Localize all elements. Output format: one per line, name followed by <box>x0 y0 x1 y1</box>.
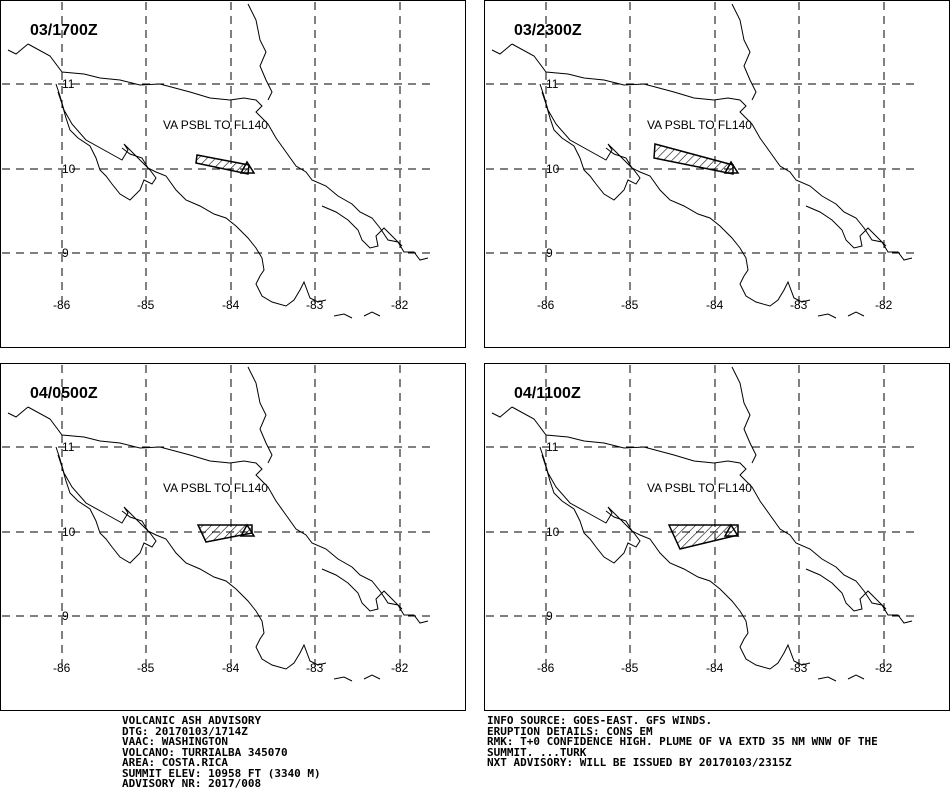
coastline <box>56 84 156 200</box>
coastline <box>818 312 864 318</box>
coastline <box>540 84 640 200</box>
coastline <box>334 312 380 318</box>
coastline <box>806 206 886 248</box>
ash-plume-polygon <box>669 525 738 549</box>
forecast-time-label: 03/1700Z <box>30 22 98 39</box>
advisory-line: NXT ADVISORY: WILL BE ISSUED BY 20170103/2315Z <box>487 756 792 769</box>
coastline <box>512 407 912 623</box>
latitude-label: 9 <box>62 246 69 260</box>
longitude-label: -83 <box>306 298 324 312</box>
coastline <box>732 4 756 100</box>
plume-annotation: VA PSBL TO FL140 <box>163 481 268 495</box>
longitude-label: -83 <box>790 661 808 675</box>
latitude-label: 11 <box>546 440 559 454</box>
latitude-label: 9 <box>546 246 553 260</box>
longitude-label: -84 <box>222 298 240 312</box>
coastline <box>818 675 864 681</box>
coastline <box>248 367 272 463</box>
latitude-label: 9 <box>546 609 553 623</box>
longitude-label: -83 <box>306 661 324 675</box>
advisory-line: VOLCANIC ASH ADVISORY <box>122 714 262 727</box>
longitude-label: -84 <box>222 661 240 675</box>
coastline <box>248 4 272 100</box>
coastline <box>322 569 402 611</box>
ash-plume-polygon <box>196 155 249 174</box>
latitude-label: 11 <box>62 440 75 454</box>
advisory-line: VAAC: WASHINGTON <box>122 735 228 748</box>
coastline <box>56 447 156 563</box>
latitude-label: 10 <box>546 162 560 176</box>
advisory-line: VOLCANO: TURRIALBA 345070 <box>122 745 288 759</box>
coastline <box>28 407 428 623</box>
latitude-label: 9 <box>62 609 69 623</box>
coastline <box>8 407 28 417</box>
advisory-line: SUMMIT. ...TURK <box>487 745 587 759</box>
coastline <box>512 44 912 260</box>
plume-annotation: VA PSBL TO FL140 <box>647 118 752 132</box>
coastline <box>540 447 640 563</box>
map-panel-1 <box>0 0 466 348</box>
plume-annotation: VA PSBL TO FL140 <box>163 118 268 132</box>
advisory-right-block <box>487 716 878 769</box>
map-svg <box>0 363 466 711</box>
map-svg <box>484 0 950 348</box>
longitude-label: -82 <box>875 298 893 312</box>
longitude-label: -86 <box>537 661 555 675</box>
coastline <box>732 367 756 463</box>
coastline <box>28 44 428 260</box>
plume-annotation: VA PSBL TO FL140 <box>647 481 752 495</box>
advisory-line: DTG: 20170103/1714Z <box>122 724 248 738</box>
ash-plume-polygon <box>654 144 733 174</box>
longitude-label: -86 <box>53 661 71 675</box>
map-panel-3 <box>0 363 466 711</box>
longitude-label: -86 <box>53 298 71 312</box>
map-svg <box>484 363 950 711</box>
forecast-time-label: 04/0500Z <box>30 385 98 402</box>
coastline <box>122 148 326 306</box>
latitude-label: 11 <box>62 77 75 91</box>
longitude-label: -84 <box>706 661 724 675</box>
longitude-label: -82 <box>875 661 893 675</box>
longitude-label: -85 <box>621 661 639 675</box>
advisory-left-block <box>122 716 321 790</box>
latitude-label: 10 <box>62 525 76 539</box>
map-panel-4 <box>484 363 950 711</box>
forecast-time-label: 03/2300Z <box>514 22 582 39</box>
latitude-label: 11 <box>546 77 559 91</box>
longitude-label: -85 <box>137 661 155 675</box>
advisory-line: RMK: T+0 CONFIDENCE HIGH. PLUME OF VA EXTD 35 NM WNW OF THE <box>487 735 878 748</box>
longitude-label: -86 <box>537 298 555 312</box>
ash-plume-polygon <box>198 525 252 542</box>
longitude-label: -83 <box>790 298 808 312</box>
coastline <box>322 206 402 248</box>
coastline <box>606 148 810 306</box>
longitude-label: -82 <box>391 661 409 675</box>
longitude-label: -84 <box>706 298 724 312</box>
advisory-line: ERUPTION DETAILS: CONS EM <box>487 724 653 738</box>
latitude-label: 10 <box>62 162 76 176</box>
coastline <box>806 569 886 611</box>
map-panel-2 <box>484 0 950 348</box>
forecast-time-label: 04/1100Z <box>514 385 581 402</box>
advisory-line: SUMMIT ELEV: 10958 FT (3340 M) <box>122 766 321 780</box>
coastline <box>8 44 28 54</box>
longitude-label: -82 <box>391 298 409 312</box>
latitude-label: 10 <box>546 525 560 539</box>
advisory-line: AREA: COSTA.RICA <box>122 756 228 769</box>
coastline <box>492 407 512 417</box>
longitude-label: -85 <box>621 298 639 312</box>
advisory-line: INFO SOURCE: GOES-EAST. GFS WINDS. <box>487 714 713 727</box>
map-svg <box>0 0 466 348</box>
coastline <box>492 44 512 54</box>
advisory-line: ADVISORY NR: 2017/008 <box>122 777 262 790</box>
longitude-label: -85 <box>137 298 155 312</box>
coastline <box>334 675 380 681</box>
